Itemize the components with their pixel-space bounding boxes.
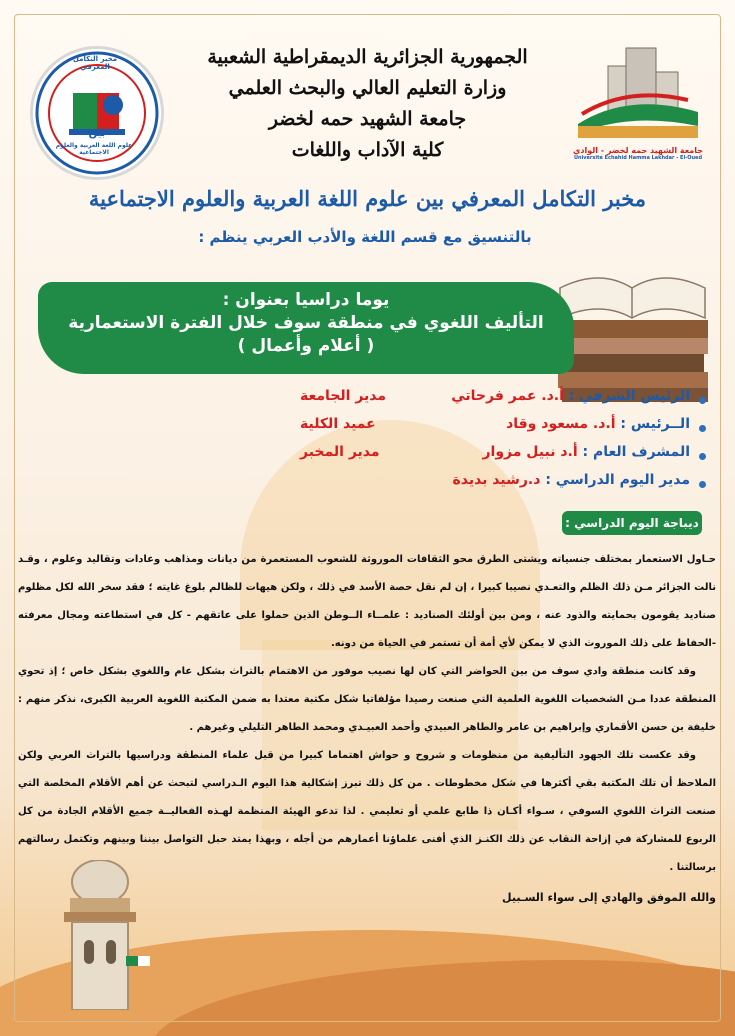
lab-logo-text-bottom: علوم اللغة العربية والعلوم الاجتماعية <box>55 142 133 156</box>
ministry-name: وزارة التعليم العالي والبحث العلمي <box>228 77 507 99</box>
committee-position: مدير المخبر <box>300 444 380 460</box>
university-building-icon <box>568 42 708 142</box>
committee-item <box>300 416 690 444</box>
committee-list <box>300 388 690 500</box>
banner-intro: يوما دراسيا بعنوان : <box>222 290 390 310</box>
bullet-icon <box>699 481 706 488</box>
committee-item <box>300 388 690 416</box>
preamble-tag: ديباجة اليوم الدراسي : <box>562 511 702 535</box>
lab-logo-text-top: مخبر التكامل المعرفي <box>72 55 118 71</box>
bullet-icon <box>699 425 706 432</box>
committee-item <box>300 444 690 472</box>
committee-role: الرئيس الشرفي : <box>568 388 690 404</box>
university-logo <box>568 42 708 170</box>
committee-name: أ.د. مسعود وقاد <box>506 416 616 432</box>
committee-role: الــرئيس : <box>620 416 690 432</box>
lab-title: مخبر التكامل المعرفي بين علوم اللغة العربية والعلوم الاجتماعية <box>88 186 647 211</box>
paragraph: وقد كانت منطقة وادي سوف من بين الحواضر التي كان لها نصيب موفور من الاهتمام بالتراث بشكل عام واللغوي بشكل خاص ؛ إذ تحوي المنطقة عددا مـن الشخصيات اللغوية العلمية التي صنعت رصيدا مؤلفاتيا شكل مكتبة معتدا به ضمن المكتبة اللغوية العربية الكبرى، نذكر منهم : خليفة بن حسن الأقماري وإبراهيم بن عامر والطاهر العبيدي وأحمد العبيـدي ومحمد الطاهر التليلي وغيرهم . <box>18 666 716 733</box>
faculty-name: كلية الآداب واللغات <box>291 139 444 161</box>
committee-position: مدير الجامعة <box>300 388 387 404</box>
committee-name: أ.د. عمر فرحاتي <box>451 388 564 404</box>
committee-role: المشرف العام : <box>582 444 690 460</box>
committee-item <box>300 472 690 500</box>
republic-name: الجمهورية الجزائرية الديمقراطية الشعبية <box>207 46 528 68</box>
preamble-text <box>18 546 716 912</box>
closing-line: والله الموفق والهادي إلى سواء السـبيل <box>502 891 716 904</box>
committee-position: عميد الكلية <box>300 416 376 432</box>
event-title: التأليف اللغوي في منطقة سوف خلال الفترة الاستعمارية <box>68 313 544 333</box>
university-name: جامعة الشهيد حمه لخضر <box>268 108 467 130</box>
committee-name: د.رشيد بديدة <box>452 472 541 488</box>
coordination-line: بالتنسيق مع قسم اللغة والأدب العربي ينظم : <box>198 228 532 246</box>
paragraph: وقد عكست تلك الجهود التأليفية من منظومات و شروح و حواش اهتماما كبيرا من قبل علماء المنطقة ودراسيها بالتراث العربي ولكن الملاحظ أن تلك المكتبة بقي أكثرها في شكل مخطوطات . من كل ذلك تبرز إشكالية هذا اليوم الـدراسي لتبحث عن أهم الأقلام المخلصة التي صنعت التراث اللغوي السوفي ، سـواء أكـان ذا طابع علمي أو تعليمي . لذا تدعو الهيئة المنظمة لهـذه الفعاليــة جميع الأقلام الجادة من كل الربوع للمشاركة في إزاحة النقاب عن ذلك الكنـز الذي أفنى علماؤنا أعمارهم من أجله ، وبهذا يمتد حبل التواصل بيننا وبينهم وتكتمل رسالتهم برسالتنا . <box>18 750 716 873</box>
bullet-icon <box>699 397 706 404</box>
paragraph: حـاول الاستعمار بمختلف جنسياته ويشتى الطرق محو الثقافات الموروثة للشعوب المستعمرة من ديانات ومذاهب وعادات وتقاليد وعلوم ، وقـد نالت الجزائر مـن ذلك الظلم والتعـدي نصيبا كبيرا ، إن لم نقل حصة الأسد في ذلك ، ولكن هيهات للظالم بلوغ غايته ؛ فقد سخر الله لكل مظلوم صناديد يقومون بحمايته والذود عنه ، ومن بين أولئك الصناديد : علمــاء الــوطن الذين حملوا على عاتقهم - كل في استطاعته ومجال معرفته -الحفاظ على ذلك الموروث الذي لا يمكن لأي أمة أن تستمر في الحياة من دونه. <box>18 554 716 649</box>
committee-role: مدير اليوم الدراسي : <box>545 472 690 488</box>
lab-logo-text-mid: بين <box>88 128 106 139</box>
university-logo-text-ar: جامعة الشهيد حمه لخضر - الوادي <box>573 146 703 155</box>
university-logo-text-fr: Université Echahid Hamma Lakhdar - El-Oued <box>573 155 703 161</box>
event-subtitle: ( أعلام وأعمال ) <box>237 336 375 356</box>
bullet-icon <box>699 453 706 460</box>
committee-name: أ.د نبيل مزوار <box>482 444 578 460</box>
page-header <box>170 42 565 166</box>
event-title-banner <box>38 282 574 374</box>
